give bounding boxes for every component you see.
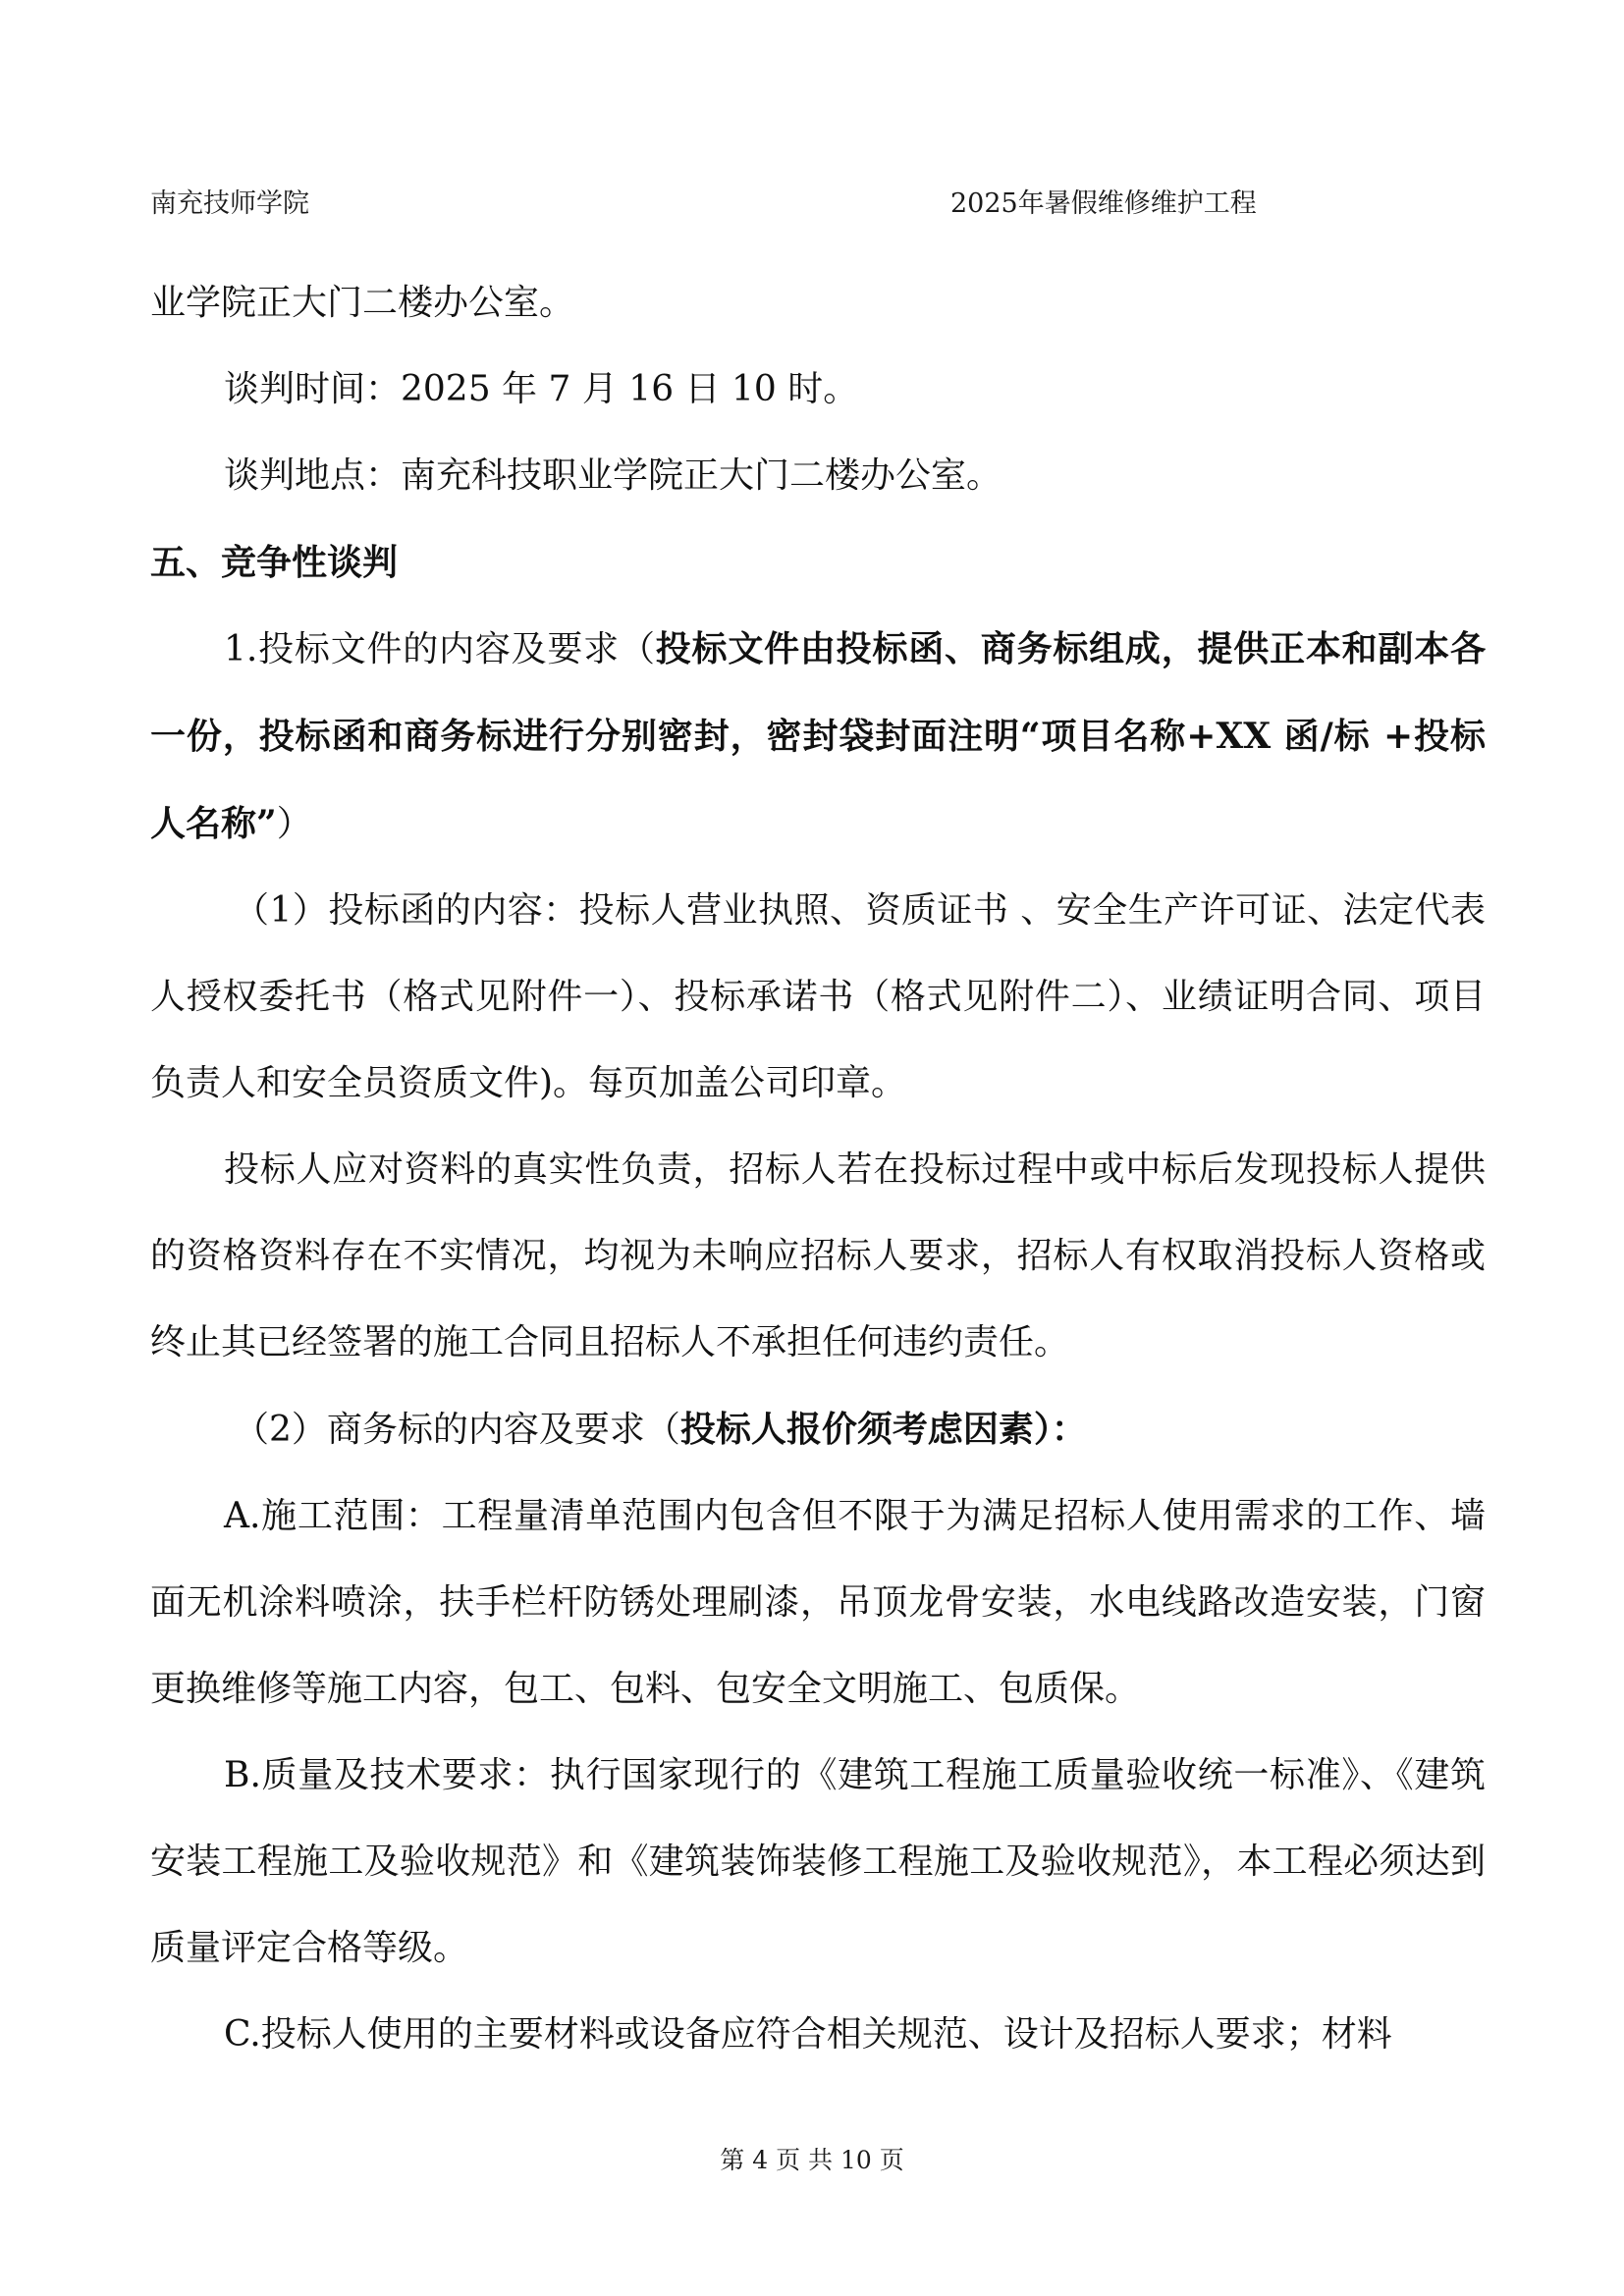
- section-heading-competitive-negotiation: 五、竞争性谈判: [150, 542, 399, 583]
- document-body: [150, 260, 1486, 2078]
- commercial-bid-intro: （2）商务标的内容及要求（: [234, 1410, 680, 1450]
- bid-docs-close-paren: ）: [276, 804, 312, 844]
- paragraph-commercial-bid-requirements: [150, 1386, 1486, 1473]
- header-right-project-title: 2025年暑假维修维护工程: [950, 188, 1257, 219]
- paragraph-bid-letter-contents: （1）投标函的内容：投标人营业执照、资质证书 、安全生产许可证、法定代表人授权委托书（格式见附件一）、投标承诺书（格式见附件二）、业绩证明合同、项目负责人和安全员资质文件)。每页加盖公司印章。: [150, 890, 1486, 1103]
- paragraph-negotiation-time: 谈判时间：2025 年 7 月 16 日 10 时。: [224, 369, 859, 409]
- paragraph-quality-requirements: B.质量及技术要求：执行国家现行的《建筑工程施工质量验收统一标准》、《建筑安装工程施工及验收规范》和《建筑装饰装修工程施工及验收规范》，本工程必须达到质量评定合格等级。: [150, 1755, 1486, 1968]
- paragraph-construction-scope: A.施工范围：工程量清单范围内包含但不限于为满足招标人使用需求的工作、墙面无机涂料喷涂，扶手栏杆防锈处理刷漆，吊顶龙骨安装，水电线路改造安装，门窗更换维修等施工内容，包工、包料、包安全文明施工、包质保。: [150, 1496, 1486, 1709]
- paragraph-bid-document-requirements: [150, 606, 1486, 868]
- commercial-bid-bold-factors: 投标人报价须考虑因素）：: [679, 1409, 1087, 1450]
- paragraph-materials-requirements: C.投标人使用的主要材料或设备应符合相关规范、设计及招标人要求；材料: [224, 2014, 1392, 2055]
- header-left-school-name: 南充技师学院: [150, 188, 309, 219]
- bid-docs-bold-requirements: 投标文件由投标函、商务标组成，提供正本和副本各一份，投标函和商务标进行分别密封，密封袋封面注明“项目名称+XX 函/标 +投标人名称”: [150, 628, 1486, 844]
- paragraph-negotiation-location: 谈判地点：南充科技职业学院正大门二楼办公室。: [224, 455, 1002, 496]
- bid-docs-intro: 1.投标文件的内容及要求（: [224, 629, 656, 669]
- page-number-footer: 第 4 页 共 10 页: [720, 2146, 904, 2174]
- paragraph-location-continued: 业学院正大门二楼办公室。: [150, 283, 575, 323]
- paragraph-bidder-responsibility: 投标人应对资料的真实性负责，招标人若在投标过程中或中标后发现投标人提供的资格资料存在不实情况，均视为未响应招标人要求，招标人有权取消投标人资格或终止其已经签署的施工合同且招标人不承担任何违约责任。: [150, 1149, 1486, 1362]
